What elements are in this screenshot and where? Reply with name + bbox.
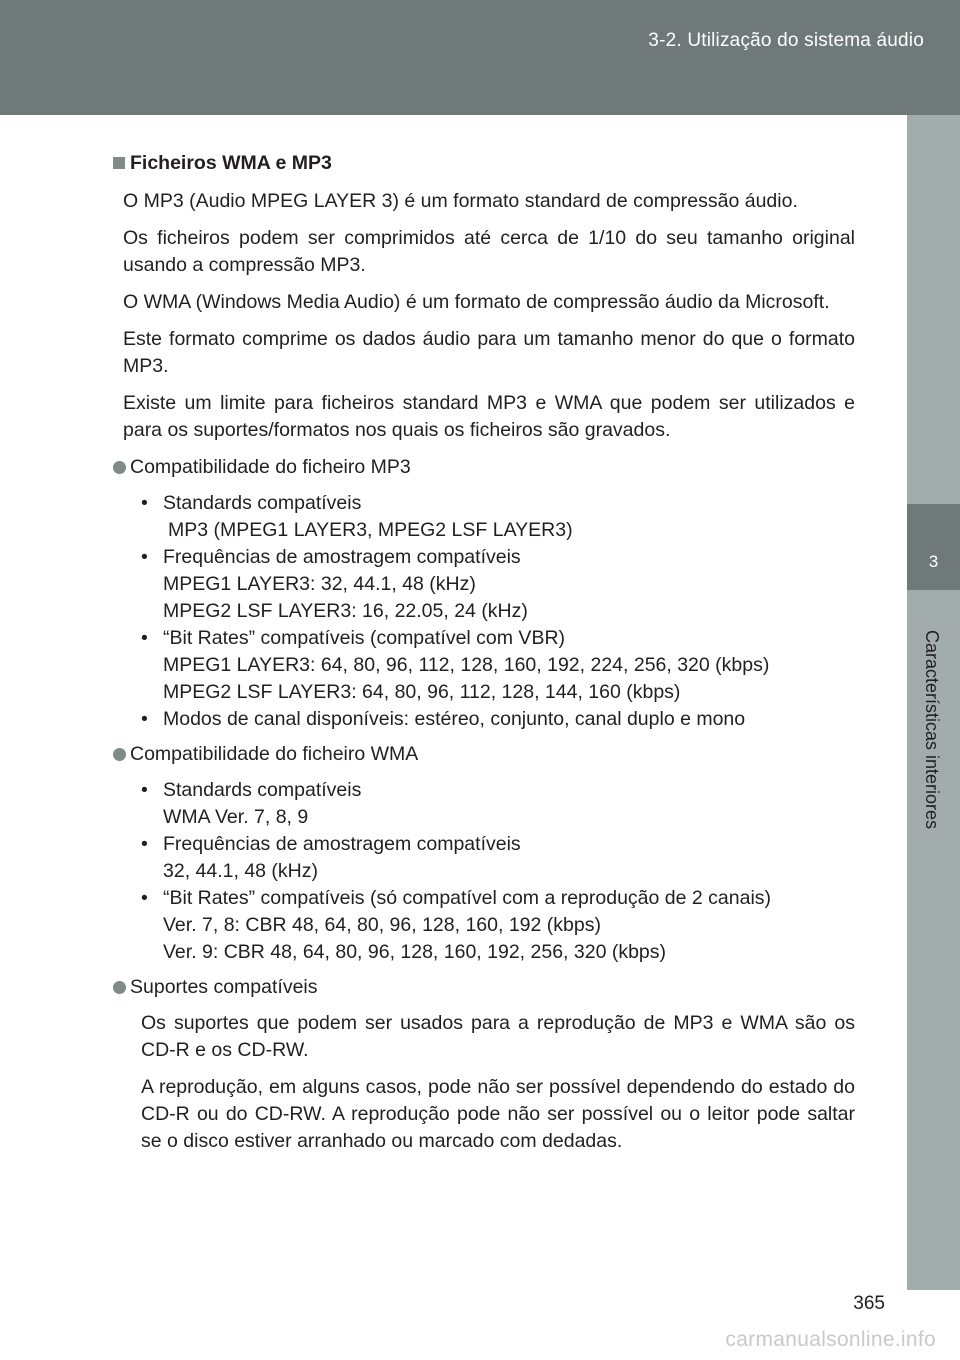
page-number: 365 [853,1293,885,1314]
mp3-spec-list [113,490,855,733]
list-item-label: Frequências de amostragem compatíveis [163,546,521,568]
list-item [141,625,855,652]
section-heading-text: Ficheiros WMA e MP3 [130,152,332,174]
list-item-label: Modos de canal disponíveis: estéreo, conjunto, canal duplo e mono [163,708,746,730]
list-item [141,777,855,804]
square-bullet-icon [113,157,125,169]
chapter-tab[interactable] [907,504,960,590]
paragraph: Este formato comprime os dados áudio para um tamanho menor do que o formato MP3. [123,328,855,377]
side-band-upper [907,115,960,504]
header-band [0,0,960,115]
list-item-label: Frequências de amostragem compatíveis [163,833,521,855]
list-item-detail: MP3 (MPEG1 LAYER3, MPEG2 LSF LAYER3) [168,519,573,541]
circle-bullet-icon [113,461,126,474]
list-item [141,544,855,571]
circle-bullet-icon [113,981,126,994]
paragraph: Os ficheiros podem ser comprimidos até cerca de 1/10 do seu tamanho original usando a compressão MP3. [123,227,855,276]
list-item [141,831,855,858]
list-item-detail: Ver. 7, 8: CBR 48, 64, 80, 96, 128, 160, 192 (kbps) [163,914,601,936]
subsection-title: Compatibilidade do ficheiro WMA [130,743,419,765]
list-item-detail: MPEG1 LAYER3: 32, 44.1, 48 (kHz) [163,573,476,595]
chapter-number: 3 [928,552,939,571]
list-item [141,885,855,912]
page-content [113,150,855,1165]
bullet-dot: • [141,779,148,801]
subsection-heading-wma [113,741,855,768]
list-item-detail: MPEG2 LSF LAYER3: 64, 80, 96, 112, 128, 144, 160 (kbps) [163,681,681,703]
section-heading [113,150,855,177]
bullet-dot: • [141,708,148,730]
list-item-label: Standards compatíveis [163,492,362,514]
bullet-dot: • [141,627,148,649]
paragraph: O MP3 (Audio MPEG LAYER 3) é um formato standard de compressão áudio. [123,190,798,212]
side-band-lower [907,590,960,1290]
list-item-detail: MPEG1 LAYER3: 64, 80, 96, 112, 128, 160, 192, 224, 256, 320 (kbps) [163,654,770,676]
subsection-title: Suportes compatíveis [130,976,318,998]
chapter-label: Características interiores [922,630,942,830]
subsection-heading-mp3 [113,454,855,481]
paragraph: A reprodução, em alguns casos, pode não ser possível dependendo do estado do CD-R ou do CD-RW. A reprodução pode não ser possível ou o leitor pode saltar se o disco estiver arranhado ou marcado com dedadas. [141,1076,855,1152]
watermark: carmanualsonline.info [725,1328,936,1351]
list-item-detail: 32, 44.1, 48 (kHz) [163,860,318,882]
bullet-dot: • [141,833,148,855]
paragraph: Os suportes que podem ser usados para a reprodução de MP3 e WMA são os CD-R e os CD-RW. [141,1012,855,1061]
subsection-title: Compatibilidade do ficheiro MP3 [130,456,411,478]
bullet-dot: • [141,887,148,909]
paragraph: Existe um limite para ficheiros standard MP3 e WMA que podem ser utilizados e para os suportes/formatos nos quais os ficheiros são gravados. [123,392,855,441]
subsection-heading-media [113,974,855,1001]
paragraph: O WMA (Windows Media Audio) é um formato de compressão áudio da Microsoft. [123,291,830,313]
list-item [141,706,855,733]
list-item [141,490,855,517]
list-item-detail: Ver. 9: CBR 48, 64, 80, 96, 128, 160, 192, 256, 320 (kbps) [163,941,667,963]
wma-spec-list [113,777,855,966]
chapter-title: 3-2. Utilização do sistema áudio [648,30,924,51]
circle-bullet-icon [113,748,126,761]
list-item-label: “Bit Rates” compatíveis (só compatível com a reprodução de 2 canais) [163,887,772,909]
bullet-dot: • [141,492,148,514]
list-item-label: Standards compatíveis [163,779,362,801]
list-item-detail: WMA Ver. 7, 8, 9 [163,806,309,828]
bullet-dot: • [141,546,148,568]
list-item-label: “Bit Rates” compatíveis (compatível com VBR) [163,627,566,649]
list-item-detail: MPEG2 LSF LAYER3: 16, 22.05, 24 (kHz) [163,600,528,622]
